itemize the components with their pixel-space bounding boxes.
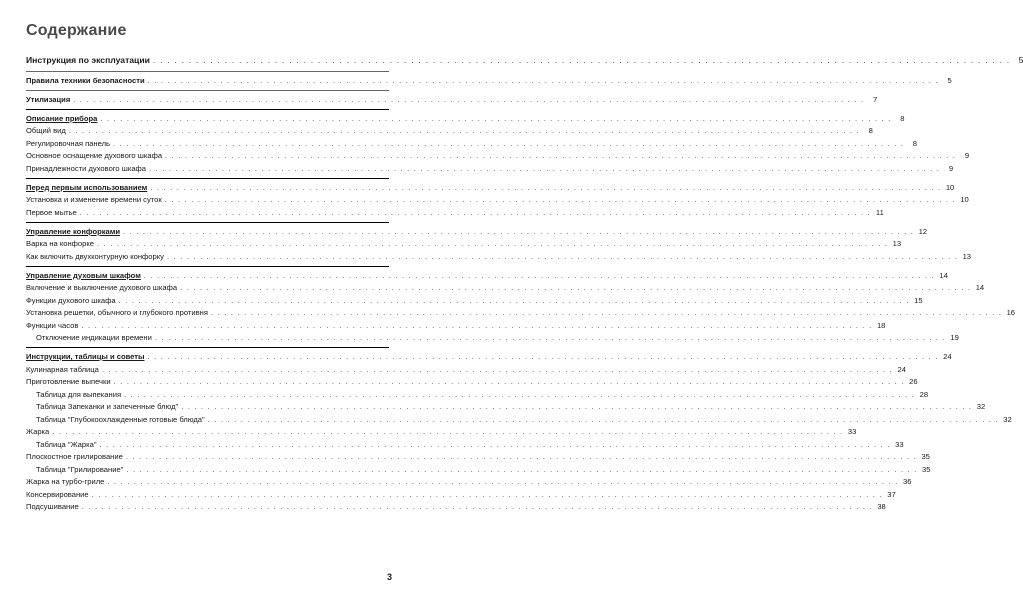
toc-leader-dots: . . . . . . . . . . . . . . . . . . . . . . . . . . . . . . . . . . . . . . . . . . . . . . . . . . . . . . . . . . . . . . . . . . . . . . . . . . . . . . . . . . . . . . . . . . . . . . . . . . . . . . . . . . . . . . . . . . . . . . . . (180, 283, 972, 292)
toc-entry-title: Инструкция по эксплуатации (26, 55, 150, 65)
toc-entry-title: Принадлежности духового шкафа (26, 163, 147, 173)
toc-entry-title: Плоскостное грилирование (26, 452, 123, 461)
toc-entry[interactable] (26, 320, 886, 333)
toc-leader-dots: . . . . . . . . . . . . . . . . . . . . . . . . . . . . . . . . . . . . . . . . . . . . . . . . . . . . . . . . . . . . . . . . . . . . . . . . . . . . . . . . . . . . . . . . . . . . . . . . . . . . . . . . . . . . . . . . . . . . . . . . (150, 182, 942, 192)
toc-leader-dots: . . . . . . . . . . . . . . . . . . . . . . . . . . . . . . . . . . . . . . . . . . . . . . . . . . . . . . . . . . . . . . . . . . . . . . . . . . . . . . . . . . . . . . . . . . . . . . . . . . . . . . . . . . . . . . . . . . . . . . . . (126, 464, 918, 474)
toc-entry-page: 9 (964, 151, 970, 160)
toc-leader-dots: . . . . . . . . . . . . . . . . . . . . . . . . . . . . . . . . . . . . . . . . . . . . . . . . . . . . . . . . . . . . . . . . . . . . . . . . . . . . . . . . . . . . . . . . . . . . . . . . . . . . . . . . . . . . . . . . . . . . . . . . (123, 226, 915, 236)
toc-entry[interactable] (26, 182, 955, 195)
section-divider (26, 266, 389, 267)
toc-entry-title: Таблица "Глубокоохлажденные готовые блюда" (36, 414, 205, 424)
toc-entry-title: Утилизация (26, 94, 71, 104)
toc-leader-dots: . . . . . . . . . . . . . . . . . . . . . . . . . . . . . . . . . . . . . . . . . . . . . . . . . . . . . . . . . . . . . . . . . . . . . . . . . . . . . . . . . . . . . . . . . . . . . . . . . . . . . . . . . . . . . . . . . . . . . . . . (113, 377, 905, 386)
toc-entry-title: Отключение индикации времени (36, 333, 152, 342)
toc-leader-dots: . . . . . . . . . . . . . . . . . . . . . . . . . . . . . . . . . . . . . . . . . . . . . . . . . . . . . . . . . . . . . . . . . . . . . . . . . . . . . . . . . . . . . . . . . . . . . . . . . . . . . . . . . . . . . . . . . . . . . . . . (97, 239, 889, 248)
toc-entry-page: 13 (962, 251, 972, 261)
toc-entry-title: Жарка на турбо-гриле (26, 477, 105, 486)
toc-entry[interactable] (26, 351, 952, 364)
toc-entry-page: 7 (873, 94, 878, 104)
toc-entry[interactable] (26, 150, 970, 163)
toc-entry-title: Консервирование (26, 489, 89, 499)
toc-entry-page: 8 (912, 138, 918, 148)
section-divider (26, 109, 389, 110)
toc-entry-page: 16 (1006, 308, 1016, 317)
toc-entry[interactable] (26, 307, 1016, 320)
toc-entry-title: Подсушивание (26, 502, 79, 511)
toc-leader-dots: . . . . . . . . . . . . . . . . . . . . . . . . . . . . . . . . . . . . . . . . . . . . . . . . . . . . . . . . . . . . . . . . . . . . . . . . . . . . . . . . . . . . . . . . . . . . . . . . . . . . . . . . . . . . . . . . . . . . . . . . (99, 439, 891, 449)
toc-entry-title: Правила техники безопасности (26, 75, 145, 85)
toc-leader-dots: . . . . . . . . . . . . . . . . . . . . . . . . . . . . . . . . . . . . . . . . . . . . . . . . . . . . . . . . . . . . . . . . . . . . . . . . . . . . . . . . . . . . . . . . . . . . . . . . . . . . . . . . . . . . . . . . . . . . . . . . (68, 126, 860, 135)
toc-leader-dots: . . . . . . . . . . . . . . . . . . . . . . . . . . . . . . . . . . . . . . . . . . . . . . . . . . . . . . . . . . . . . . . . . . . . . . . . . . . . . . . . . . . . . . . . . . . . . . . . . . . . . . . . . . . . . . . . . . . . . . . . (81, 320, 873, 330)
toc-leader-dots: . . . . . . . . . . . . . . . . . . . . . . . . . . . . . . . . . . . . . . . . . . . . . . . . . . . . . . . . . . . . . . . . . . . . . . . . . . . . . . . . . . . . . . . . . . . . . . . . . . . . . . . . . . . . . . . . . . . . . . . . (79, 207, 871, 217)
section-divider (26, 71, 389, 72)
section-divider (26, 178, 389, 179)
toc-entry-title: Приготовление выпечки (26, 377, 111, 386)
toc-entry-page: 38 (877, 502, 886, 511)
toc-entry-title: Регулировочная панель (26, 138, 110, 148)
table-of-contents (26, 52, 1023, 514)
toc-entry-title: Варка на конфорке (26, 239, 95, 248)
toc-entry[interactable] (26, 501, 886, 514)
toc-leader-dots: . . . . . . . . . . . . . . . . . . . . . . . . . . . . . . . . . . . . . . . . . . . . . . . . . . . . . . . . . . . . . . . . . . . . . . . . . . . . . . . . . . . . . . . . . . . . . . . . . . . . . . . . . . . . . . . . . . . . . . . . (125, 452, 917, 461)
toc-entry-page: 11 (875, 207, 884, 217)
toc-entry[interactable] (26, 270, 948, 283)
toc-leader-dots: . . . . . . . . . . . . . . . . . . . . . . . . . . . . . . . . . . . . . . . . . . . . . . . . . . . . . . . . . . . . . . . . . . . . . . . . . . . . . . . . . . . . . . . . . . . . . . . . . . . . . . . . . . . . . . . . . . . . . . . . (210, 308, 1003, 317)
toc-entry-page: 15 (914, 295, 923, 305)
toc-entry-page: 14 (939, 270, 948, 280)
toc-entry-title: Кулинарная таблица (26, 364, 99, 374)
toc-entry-title: Таблица Запеканки и запеченные блюд" (36, 402, 179, 411)
toc-entry[interactable] (26, 52, 1023, 68)
toc-entry-title: Перед первым использованием (26, 182, 148, 192)
toc-entry-page: 35 (921, 464, 931, 474)
toc-entry[interactable] (26, 426, 857, 439)
toc-entry-page: 8 (868, 126, 873, 135)
toc-entry-page: 5 (947, 75, 952, 85)
section-divider (26, 222, 389, 223)
toc-leader-dots: . . . . . . . . . . . . . . . . . . . . . . . . . . . . . . . . . . . . . . . . . . . . . . . . . . . . . . . . . . . . . . . . . . . . . . . . . . . . . . . . . . . . . . . . . . . . . . . . . . . . . . . . . . . . . . . . . . . . . . . . (207, 414, 999, 424)
toc-entry-title: Установка решетки, обычного и глубокого противня (26, 308, 208, 317)
toc-entry[interactable] (26, 238, 902, 251)
toc-leader-dots: . . . . . . . . . . . . . . . . . . . . . . . . . . . . . . . . . . . . . . . . . . . . . . . . . . . . . . . . . . . . . . . . . . . . . . . . . . . . . . . . . . . . . . . . . . . . . . . . . . . . . . . . . . . . . . . . . . . . . . . . (181, 402, 973, 411)
toc-leader-dots: . . . . . . . . . . . . . . . . . . . . . . . . . . . . . . . . . . . . . . . . . . . . . . . . . . . . . . . . . . . . . . . . . . . . . . . . . . . . . . . . . . . . . . . . . . . . . . . . . . . . . . . . . . . . . . . . . . . . . . . . (73, 94, 865, 104)
toc-entry-page: 8 (900, 113, 905, 123)
toc-leader-dots: . . . . . . . . . . . . . . . . . . . . . . . . . . . . . . . . . . . . . . . . . . . . . . . . . . . . . . . . . . . . . . . . . . . . . . . . . . . . . . . . . . . . . . . . . . . . . . . . . . . . . . . . . . . . . . . . . . . . . . . . (100, 113, 892, 123)
toc-entry[interactable] (26, 226, 928, 239)
toc-entry-title: Установка и изменение времени суток (26, 195, 162, 204)
toc-entry[interactable] (26, 194, 969, 207)
toc-entry-page: 24 (943, 352, 952, 361)
toc-entry-title: Как включить двухконтурную конфорку (26, 251, 164, 261)
toc-entry-page: 5 (1018, 55, 1023, 65)
toc-entry[interactable] (26, 113, 905, 126)
toc-entry-title: Описание прибора (26, 113, 98, 123)
toc-entry-title: Таблица "Грилирование" (36, 464, 124, 474)
toc-entry-page: 9 (948, 163, 954, 173)
toc-entry-title: Общий вид (26, 126, 66, 135)
toc-leader-dots: . . . . . . . . . . . . . . . . . . . . . . . . . . . . . . . . . . . . . . . . . . . . . . . . . . . . . . . . . . . . . . . . . . . . . . . . . . . . . . . . . . . . . . . . . . . . . . . . . . . . . . . . . . . . . . . . . . . . . . . . (166, 251, 959, 261)
toc-leader-dots: . . . . . . . . . . . . . . . . . . . . . . . . . . . . . . . . . . . . . . . . . . . . . . . . . . . . . . . . . . . . . . . . . . . . . . . . . . . . . . . . . . . . . . . . . . . . . . . . . . . . . . . . . . . . . . . . . . . . . . . . (107, 477, 899, 486)
toc-leader-dots: . . . . . . . . . . . . . . . . . . . . . . . . . . . . . . . . . . . . . . . . . . . . . . . . . . . . . . . . . . . . . . . . . . . . . . . . . . . . . . . . . . . . . . . . . . . . . . . . . . . . . . . . . . . . . . . . . . . . . . . . (147, 352, 939, 361)
toc-entry-page: 33 (895, 439, 904, 449)
page-title: Содержание (26, 22, 127, 39)
toc-entry-page: 33 (847, 427, 857, 436)
page-number: 3 (386, 572, 392, 582)
toc-leader-dots: . . . . . . . . . . . . . . . . . . . . . . . . . . . . . . . . . . . . . . . . . . . . . . . . . . . . . . . . . . . . . . . . . . . . . . . . . . . . . . . . . . . . . . . . . . . . . . . . . . . . . . . . . . . . . . . . . . . . . . . . (143, 270, 935, 280)
toc-entry[interactable] (26, 295, 923, 308)
section-divider (26, 90, 389, 91)
toc-entry-title: Управление духовым шкафом (26, 270, 141, 280)
toc-entry-page: 37 (887, 489, 896, 499)
toc-entry-title: Первое мытье (26, 207, 77, 217)
toc-entry-page: 28 (919, 389, 929, 399)
toc-entry-page: 32 (1003, 414, 1012, 424)
toc-leader-dots: . . . . . . . . . . . . . . . . . . . . . . . . . . . . . . . . . . . . . . . . . . . . . . . . . . . . . . . . . . . . . . . . . . . . . . . . . . . . . . . . . . . . . . . . . . . . . . . . . . . . . . . . . . . . . . . . . . . . . . . . (81, 502, 873, 511)
toc-entry[interactable] (26, 332, 959, 345)
toc-entry[interactable] (26, 94, 878, 107)
toc-leader-dots: . . . . . . . . . . . . . . . . . . . . . . . . . . . . . . . . . . . . . . . . . . . . . . . . . . . . . . . . . . . . . . . . . . . . . . . . . . . . . . . . . . . . . . . . . . . . . . . . . . . . . . . . . . . . . . . . . . . . . . . . (164, 195, 956, 204)
toc-entry-page: 13 (892, 239, 902, 248)
toc-entry-page: 12 (918, 226, 928, 236)
toc-entry-page: 32 (976, 402, 986, 411)
toc-entry-title: Инструкции, таблицы и советы (26, 352, 145, 361)
toc-entry[interactable] (26, 451, 930, 464)
toc-entry[interactable] (26, 476, 912, 489)
toc-entry[interactable] (26, 138, 918, 151)
toc-entry-title: Функции духового шкафа (26, 295, 116, 305)
toc-entry[interactable] (26, 489, 896, 502)
toc-leader-dots: . . . . . . . . . . . . . . . . . . . . . . . . . . . . . . . . . . . . . . . . . . . . . . . . . . . . . . . . . . . . . . . . . . . . . . . . . . . . . . . . . . . . . . . . . . . . . . . . . . . . . . . . . . . . . . . . . . . . . . . . (52, 427, 844, 436)
toc-leader-dots: . . . . . . . . . . . . . . . . . . . . . . . . . . . . . . . . . . . . . . . . . . . . . . . . . . . . . . . . . . . . . . . . . . . . . . . . . . . . . . . . . . . . . . . . . . . . . . . . . . . . . . . . . . . . . . . . . . . . . . . . (149, 163, 941, 173)
toc-leader-dots: . . . . . . . . . . . . . . . . . . . . . . . . . . . . . . . . . . . . . . . . . . . . . . . . . . . . . . . . . . . . . . . . . . . . . . . . . . . . . . . . . . . . . . . . . . . . . . . . . . . . . . . . . . . . . . . . . . . . . . . . (91, 489, 883, 499)
toc-leader-dots: . . . . . . . . . . . . . . . . . . . . . . . . . . . . . . . . . . . . . . . . . . . . . . . . . . . . . . . . . . . . . . . . . . . . . . . . . . . . . . . . . . . . . . . . . . . . . . . . . . . . . . . . . . . . . . . . . . . . . . . . (112, 138, 905, 148)
toc-entry-page: 19 (950, 333, 959, 342)
toc-leader-dots: . . . . . . . . . . . . . . . . . . . . . . . . . . . . . . . . . . . . . . . . . . . . . . . . . . . . . . . . . . . . . . . . . . . . . . . . . . . . . . . . . . . . . . . . . . . . . . . . . . . . . . . . . . . . . . . . . . . . . . . . (118, 295, 910, 305)
toc-leader-dots: . . . . . . . . . . . . . . . . . . . . . . . . . . . . . . . . . . . . . . . . . . . . . . . . . . . . . . . . . . . . . . . . . . . . . . . . . . . . . . . . . . . . . . . . . . . . . . . . . . . . . . . . . . . . . . . . . . . . . . . . (165, 151, 957, 160)
toc-entry[interactable] (26, 125, 873, 138)
toc-entry-page: 35 (921, 452, 930, 461)
toc-leader-dots: . . . . . . . . . . . . . . . . . . . . . . . . . . . . . . . . . . . . . . . . . . . . . . . . . . . . . . . . . . . . . . . . . . . . . . . . . . . . . . . . . . . . . . . . . . . . . . . . . . . . . . . . . . . . . . . . . . . . . . . . (154, 333, 946, 342)
toc-entry-title: Основное оснащение духового шкафа (26, 151, 163, 160)
toc-entry-page: 18 (876, 320, 886, 330)
toc-entry-title: Таблица для выпекания (36, 389, 122, 399)
toc-entry[interactable] (26, 414, 1012, 427)
toc-leader-dots: . . . . . . . . . . . . . . . . . . . . . . . . . . . . . . . . . . . . . . . . . . . . . . . . . . . . . . . . . . . . . . . . . . . . . . . . . . . . . . . . . . . . . . . . . . . . . . . . . . . . . . . . . . . . . . . . . . . . . . . . (124, 389, 916, 399)
toc-entry-page: 26 (909, 377, 918, 386)
section-divider (26, 347, 389, 348)
toc-entry-page: 10 (960, 195, 969, 204)
toc-entry[interactable] (26, 401, 986, 414)
toc-entry[interactable] (26, 389, 929, 402)
toc-entry[interactable] (26, 207, 884, 220)
toc-entry-page: 36 (902, 477, 912, 486)
toc-entry-title: Таблица "Жарка" (36, 439, 97, 449)
toc-leader-dots: . . . . . . . . . . . . . . . . . . . . . . . . . . . . . . . . . . . . . . . . . . . . . . . . . . . . . . . . . . . . . . . . . . . . . . . . . . . . . . . . . . . . . . . . . . . . . . . . . . . . . . . . . . . . . . . . . . . . . . . . (101, 364, 893, 374)
toc-entry-page: 24 (897, 364, 906, 374)
toc-leader-dots: . . . . . . . . . . . . . . . . . . . . . . . . . . . . . . . . . . . . . . . . . . . . . . . . . . . . . . . . . . . . . . . . . . . . . . . . . . . . . . . . . . . . . . . . . . . . . . . . . . . . . . . . . . . . . . . . . . . . . . . . (147, 75, 939, 85)
toc-entry[interactable] (26, 163, 954, 176)
toc-entry-page: 10 (945, 182, 955, 192)
toc-entry-title: Управление конфорками (26, 226, 121, 236)
toc-entry[interactable] (26, 364, 906, 377)
toc-entry[interactable] (26, 376, 918, 389)
toc-entry-title: Включение и выключение духового шкафа (26, 283, 178, 292)
toc-entry-title: Жарка (26, 427, 50, 436)
toc-entry-page: 14 (975, 283, 985, 292)
toc-entry[interactable] (26, 464, 931, 477)
toc-entry[interactable] (26, 439, 904, 452)
toc-entry-title: Функции часов (26, 320, 79, 330)
toc-entry[interactable] (26, 251, 972, 264)
toc-entry[interactable] (26, 282, 985, 295)
toc-leader-dots: . . . . . . . . . . . . . . . . . . . . . . . . . . . . . . . . . . . . . . . . . . . . . . . . . . . . . . . . . . . . . . . . . . . . . . . . . . . . . . . . . . . . . . . . . . . . . . . . . . . . . . . . . . . . . . . . . . . . . . . . (152, 55, 1011, 65)
toc-entry[interactable] (26, 75, 952, 88)
